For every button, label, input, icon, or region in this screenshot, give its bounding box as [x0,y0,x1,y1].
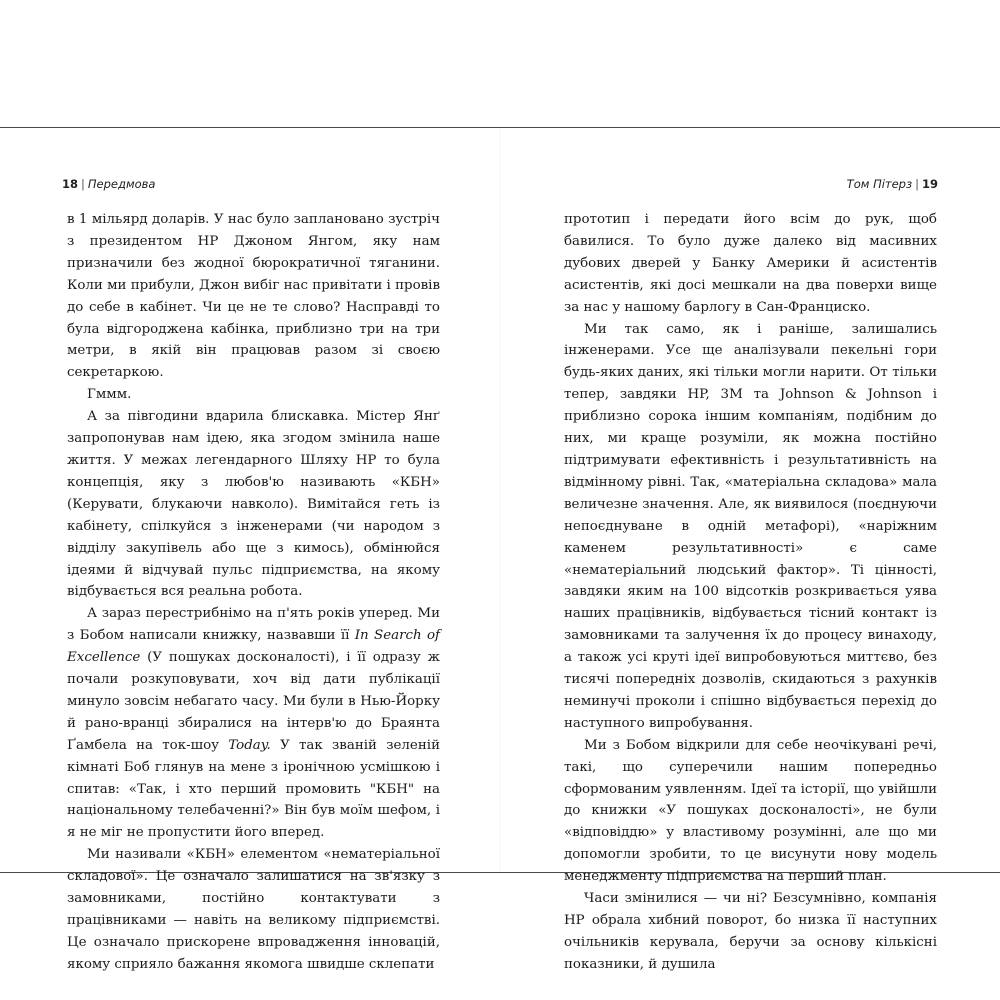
paragraph: А за півгодини вдарила блискавка. Містер Янґ запропонував нам ідею, яка згодом змінила наше життя. У межах легендарного Шляху HP то була концепція, яку з любов'ю називають «КБН» (Керувати, блукаючи навколо). Вимітайся геть із кабінету, спілкуйся з інженерами (чи народом з відділу закупівель або ще з кимось), обмінюйся ідеями й відчувай пульс підприємства, на якому відбувається вся реальна робота. [67,409,440,600]
paragraph: прототип і передати його всім до рук, щоб бавилися. То було дуже далеко від масивних дубових дверей у Банку Америки й асистентів асистентів, які досі мешкали на два поверхи вище за нас у нашому барлогу в Сан-Франциско. [564,212,937,315]
paragraph: Ми з Бобом відкрили для себе неочікувані речі, такі, що суперечили нашим попередньо сформованим уявленням. Ідеї та історії, що увійшли до книжки «У пошуках досконалості», не були «відповіддю» у властивому розумінні, але що ми допомогли зробити, то це висунути нову модель менеджменту підприємства на перший план. [564,737,937,885]
left-page-body [67,209,440,976]
paragraph: Ми називали «КБН» елементом «нематеріальної складової». Це означало залишатися на зв'язку з замовниками, постійно контактувати з працівниками — навіть на великому підприємстві. Це означало прискорене впровадження інновацій, якому сприяло бажання якомога швидше склепати [67,847,440,972]
text-run: (У пошуках досконалості), і її одразу ж почали розкуповувати, хоч від дати публікації минуло зовсім небагато часу. Ми були в Нью-Йорку й рано-вранці збиралися на інтерв'ю до Браянта Ґамбела на ток-шоу [67,650,440,753]
paragraph: Гммм. [87,387,132,403]
right-page-body [564,209,937,976]
header-separator: | [81,177,85,191]
right-page-header [847,177,938,191]
paragraph: Ми так само, як і раніше, залишались інженерами. Усе ще аналізували пекельні гори будь-яких даних, які тільки могли нарити. От тільки тепер, завдяки HP, 3M та Johnson & Johnson і приблизно сорока іншим компаніям, подібним до них, ми краще розуміли, як можна постійно підтримувати ефективність і результативність на відмінному рівні. Так, «матеріальна складова» мала величезне значення. Але, як виявилося (поєднуючи непоєднуване в одній метафорі), «наріжним каменем результативності» є саме «нематеріальний людський фактор». Ті цінності, завдяки яким на 100 відсотків розкривається уява наших працівників, відбувається тісний контакт із замовниками та залучення їх до процесу винаходу, а також усі круті ідеї випробовуються миттєво, без тисячі попередніх дозволів, скидаються з рахунків неминучі проколи і спішно відбувається перехід до наступного випробування. [564,321,937,731]
text-run: А зараз перестрибнімо на п'ять років уперед. Ми з Бобом написали книжку, назвавши її [67,606,440,644]
text-run: У так званій зеленій кімнаті Боб глянув на мене з іронічною усмішкою і спитав: «Так, і хто перший промовить "КБН" на національному телебаченні?» Він був моїм шефом, і я не міг не пропустити його вперед. [67,737,440,841]
show-title: Today. [228,737,271,753]
paragraph: Часи змінилися — чи ні? Безсумнівно, компанія HP обрала хибний поворот, бо низка її наступних очільників керувала, беручи за основу кількісні показники, й душила [564,891,937,972]
right-page-number: 19 [921,177,938,191]
left-page-header [62,177,155,191]
paragraph: в 1 мільярд доларів. У нас було заплановано зустріч з президентом HP Джоном Янгом, яку нам призначили без жодної бюрократичної тяганини. Коли ми прибули, Джон вибіг нас привітати і провів до себе в кабінет. Чи це не те слово? Насправді то була відгороджена кабінка, приблизно три на три метри, в якій він працював разом зі своєю секретаркою. [67,212,440,381]
left-running-title: Передмова [87,177,156,191]
left-page-number: 18 [62,177,79,191]
paragraph [67,603,440,844]
page-gutter [499,128,501,872]
book-spread [0,127,1000,972]
book-title: In Search of Excellence [67,628,440,666]
right-running-title: Том Пітерз [846,177,913,191]
header-separator: | [915,177,919,191]
